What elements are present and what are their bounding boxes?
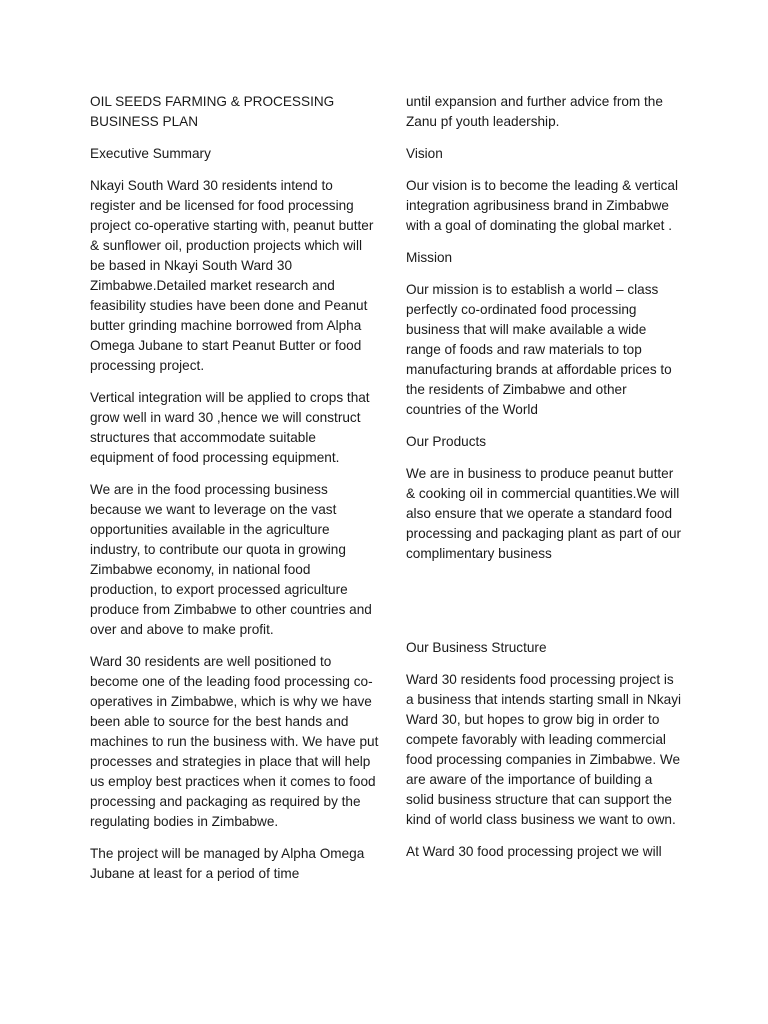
document-title: OIL SEEDS FARMING & PROCESSING BUSINESS PLAN [90,94,335,129]
continuation-paragraph: until expansion and further advice from the Zanu pf youth leadership. [406,94,663,129]
section-spacer [406,576,684,638]
executive-summary-heading: Executive Summary [90,146,211,161]
paragraph: We are in the food processing business because we want to leverage on the vast opportunities available in the agriculture industry, to contribute our quota in growing Zimbabwe economy, in national food production, to export processed agriculture produce from Zimbabwe to other countries and over and above to make profit. [90,482,372,637]
vision-paragraph: Our vision is to become the leading & vertical integration agribusiness brand in Zimbabwe with a goal of dominating the global market . [406,178,679,233]
products-paragraph: We are in business to produce peanut butter & cooking oil in commercial quantities.We will also ensure that we operate a standard food processing and packaging plant as part of our complimentary business [406,466,682,561]
products-heading: Our Products [406,434,487,449]
business-structure-heading: Our Business Structure [406,640,547,655]
mission-paragraph: Our mission is to establish a world – class perfectly co-ordinated food processing business that will make available a wide range of foods and raw materials to top manufacturing brands at affordable prices to the residents of Zimbabwe and other countries of the World [406,282,672,417]
vision-heading: Vision [406,146,443,161]
business-structure-paragraph: Ward 30 residents food processing project is a business that intends starting small in Nkayi Ward 30, but hopes to grow big in order to compete favorably with leading commercial food processing companies in Zimbabwe. We are aware of the importance of building a solid business structure that can support the kind of world class business we want to own. [406,672,682,827]
left-column [90,88,380,884]
right-column [406,88,684,874]
paragraph: The project will be managed by Alpha Omega Jubane at least for a period of time [90,846,365,881]
paragraph: Nkayi South Ward 30 residents intend to register and be licensed for food processing project co-operative starting with, peanut butter & sunflower oil, production projects which will be based in Nkayi South Ward 30 Zimbabwe.Detailed market research and feasibility studies have been done and Peanut butter grinding machine borrowed from Alpha Omega Jubane to start Peanut Butter or food processing project. [90,178,374,373]
paragraph: Ward 30 residents are well positioned to become one of the leading food processing co-operatives in Zimbabwe, which is why we have been able to source for the best hands and machines to run the business with. We have put processes and strategies in place that will help us employ best practices when it comes to food processing and packaging as required by the regulating bodies in Zimbabwe. [90,654,379,829]
mission-heading: Mission [406,250,453,265]
closing-paragraph: At Ward 30 food processing project we will [406,844,662,859]
paragraph: Vertical integration will be applied to crops that grow well in ward 30 ,hence we will construct structures that accommodate suitable equipment of food processing equipment. [90,390,370,465]
